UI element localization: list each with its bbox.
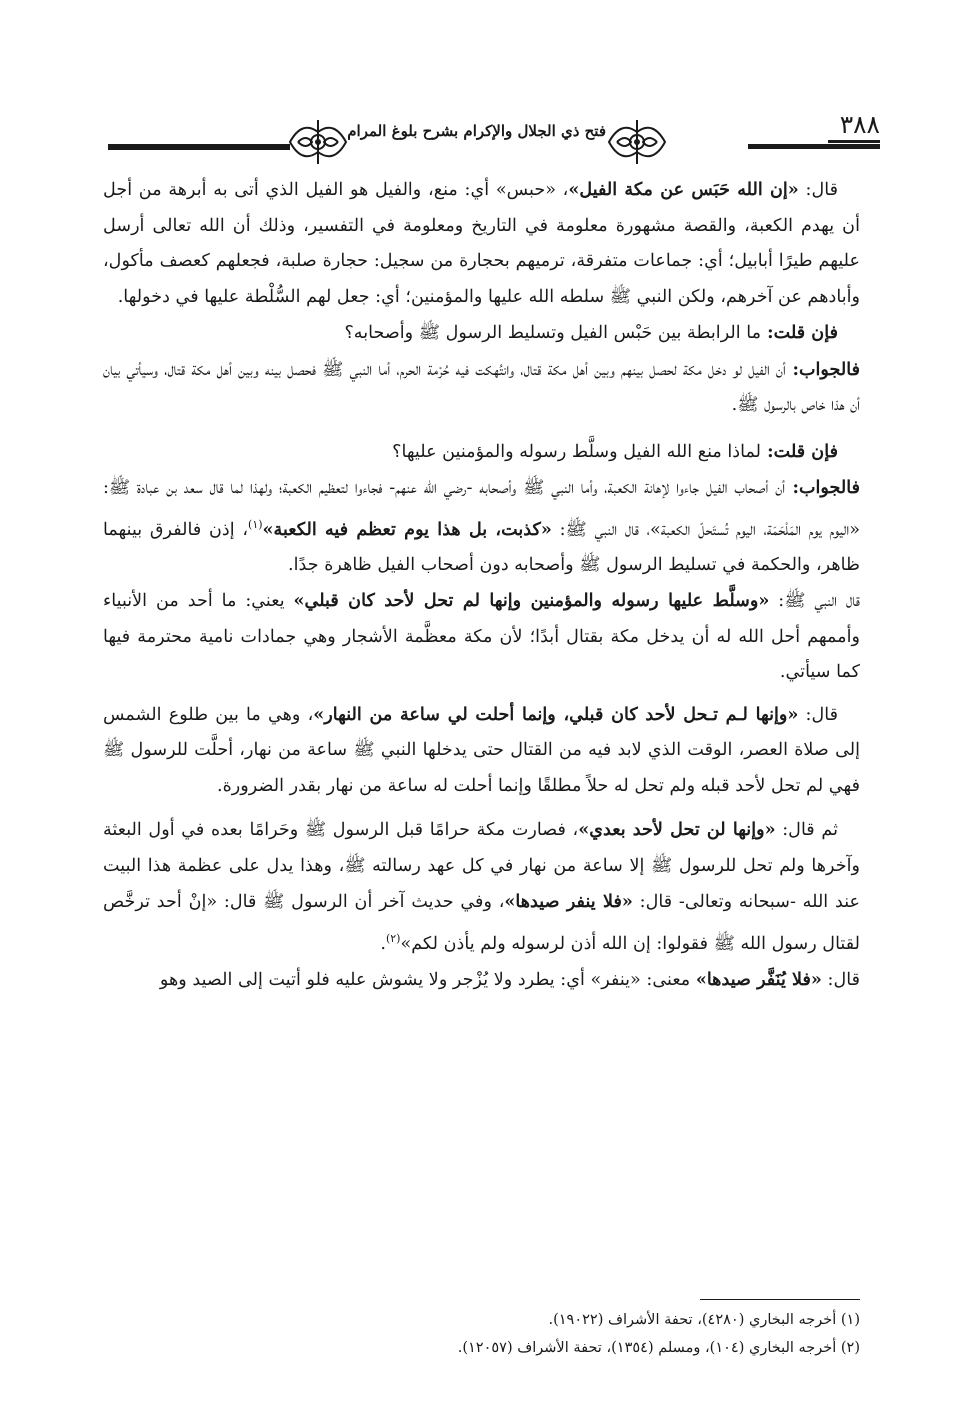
footnotes bbox=[103, 1306, 860, 1362]
running-title: فتح ذي الجلال والإكرام بشرح بلوغ المرام bbox=[347, 122, 606, 140]
ornament-left-icon bbox=[286, 114, 350, 170]
header-rule-right bbox=[748, 144, 880, 149]
page-number: ٣٨٨ bbox=[839, 110, 880, 139]
hadith-quote: «إن الله حَبَس عن مكة الفيل» bbox=[568, 179, 799, 200]
ornament-right-icon bbox=[605, 114, 669, 170]
paragraph: فالجواب: أن الفيل لو دخل مكة لحصل بينهم وبين أهل مكة قتال، وانتُهكت فيه حُرْمة الحرم، أما النبي ﷺ فحصل بينه وبين أهل مكة قتال، وسيأتي بيان أن هذا خاص بالرسول ﷺ. bbox=[103, 358, 860, 415]
question-label: فإن قلت: bbox=[761, 322, 838, 343]
paragraph: قال: «فلا يُنَفَّر صيدها» معنى: «ينفر» أي: يطرد ولا يُزْجر ولا يشوش عليه فلو أتيت إلى الصيد وهو bbox=[159, 969, 860, 991]
page-header bbox=[100, 106, 880, 166]
page-number-rule bbox=[828, 140, 880, 143]
question-label: فإن قلت: bbox=[761, 440, 838, 462]
paragraph: فالجواب: أن أصحاب الفيل جاءوا لإهانة الكعبة، وأما النبي ﷺ وأصحابه -رضي الله عنهم- فجاءوا لتعظيم الكعبة؛ ولهذا لما قال سعد بن عبادة ﷺ: «اليوم يوم المَلْحَمَة، اليوم تُستَحلّ الكعبة»، قال النبي ﷺ: «كذبت، بل هذا يوم تعظم فيه الكعبة»$^{(١)}$، إذن فالفرق بينهما ظاهر، والحكمة في تسليط الرسول ﷺ وأصحابه دون أصحاب الفيل ظاهرة جدًا. bbox=[103, 477, 861, 575]
footnote-ref[interactable]: (١) bbox=[248, 517, 263, 531]
paragraph: فإن قلت: ما الرابطة بين حَبْس الفيل وتسليط الرسول ﷺ وأصحابه؟ bbox=[344, 322, 838, 343]
paragraph: ثم قال: «وإنها لن تحل لأحد بعدي»، فصارت مكة حرامًا قبل الرسول ﷺ وحَرامًا بعده في أول البعثة وآخرها ولم تحل للرسول ﷺ إلا ساعة من نهار في كل عهد رسالته ﷺ، وهذا يدل على عظمة هذا البيت عند الله -سبحانه وتعالى- قال: «فلا ينفر صيدها»، وفي حديث آخر أن الرسول ﷺ قال: «إنْ أحد ترخَّص لقتال رسول الله ﷺ فقولوا: إن الله أذن لرسوله ولم يأذن لكم»$^{(٢)}$. bbox=[103, 819, 861, 954]
hadith-quote: «كذبت، بل هذا يوم تعظم فيه الكعبة» bbox=[262, 518, 552, 540]
main-text bbox=[103, 172, 860, 999]
footnote-separator bbox=[700, 1299, 860, 1300]
paragraph: قال النبي ﷺ: «وسلَّط عليها رسوله والمؤمنين وإنها لم تحل لأحد كان قبلي» يعني: ما أحد من الأنبياء وأممهم أحل الله له أن يدخل مكة بقتال أبدًا؛ لأن مكة معظَّمة الأشجار وهي جمادات نامية محترمة فيها كما سيأتي. bbox=[103, 590, 861, 683]
hadith-quote: «وإنها لن تحل لأحد بعدي» bbox=[578, 819, 776, 841]
paragraph: قال: «إن الله حَبَس عن مكة الفيل»، «حبس» أي: منع، والفيل هو الفيل الذي أتى به أبرهة من أجل أن يهدم الكعبة، والقصة مشهورة معلومة في التاريخ ومعلومة في التفسير، وذلك أن الله تعالى أرسل عليهم طيرًا أبابيل؛ أي: جماعات متفرقة، ترميهم بحجارة من سجيل: حجارة صلبة، فجعلهم كعصف مأكول، وأبادهم عن آخرهم، ولكن النبي ﷺ سلطه الله عليها والمؤمنين؛ أي: جعل لهم السُّلْطة عليها في دخولها. bbox=[103, 179, 860, 307]
answer-label: فالجواب: bbox=[785, 477, 861, 498]
hadith-quote: «فلا ينفر صيدها» bbox=[504, 891, 633, 913]
paragraph: فإن قلت: لماذا منع الله الفيل وسلَّط رسوله والمؤمنين عليها؟ bbox=[392, 440, 838, 462]
hadith-quote: «فلا يُنَفَّر صيدها» bbox=[695, 969, 822, 991]
header-rule-left bbox=[108, 144, 290, 150]
hadith-quote: «وإنها لـم تـحل لأحد كان قبلي، وإنما أحلت لي ساعة من النهار» bbox=[313, 703, 799, 725]
paragraph: قال: «وإنها لـم تـحل لأحد كان قبلي، وإنما أحلت لي ساعة من النهار»، وهي ما بين طلوع الشمس إلى صلاة العصر، الوقت الذي لابد فيه من القتال حتى يدخلها النبي ﷺ ساعة من نهار، أحلَّت للرسول ﷺ فهي لم تحل لأحد قبله ولم تحل له حلاً مطلقًا وإنما أحلت له ساعة من نهار بقدر الضرورة. bbox=[103, 703, 861, 796]
footnote: (١) أخرجه البخاري (٤٢٨٠)، تحفة الأشراف (١٩٠٢٢). bbox=[548, 1312, 860, 1328]
footnote-ref[interactable]: (٢) bbox=[385, 931, 401, 945]
hadith-quote: «وسلَّط عليها رسوله والمؤمنين وإنها لم تحل لأحد كان قبلي» bbox=[293, 590, 770, 612]
answer-label: فالجواب: bbox=[785, 358, 860, 380]
footnote: (٢) أخرجه البخاري (١٠٤)، ومسلم (١٣٥٤)، تحفة الأشراف (١٢٠٥٧). bbox=[457, 1340, 860, 1356]
